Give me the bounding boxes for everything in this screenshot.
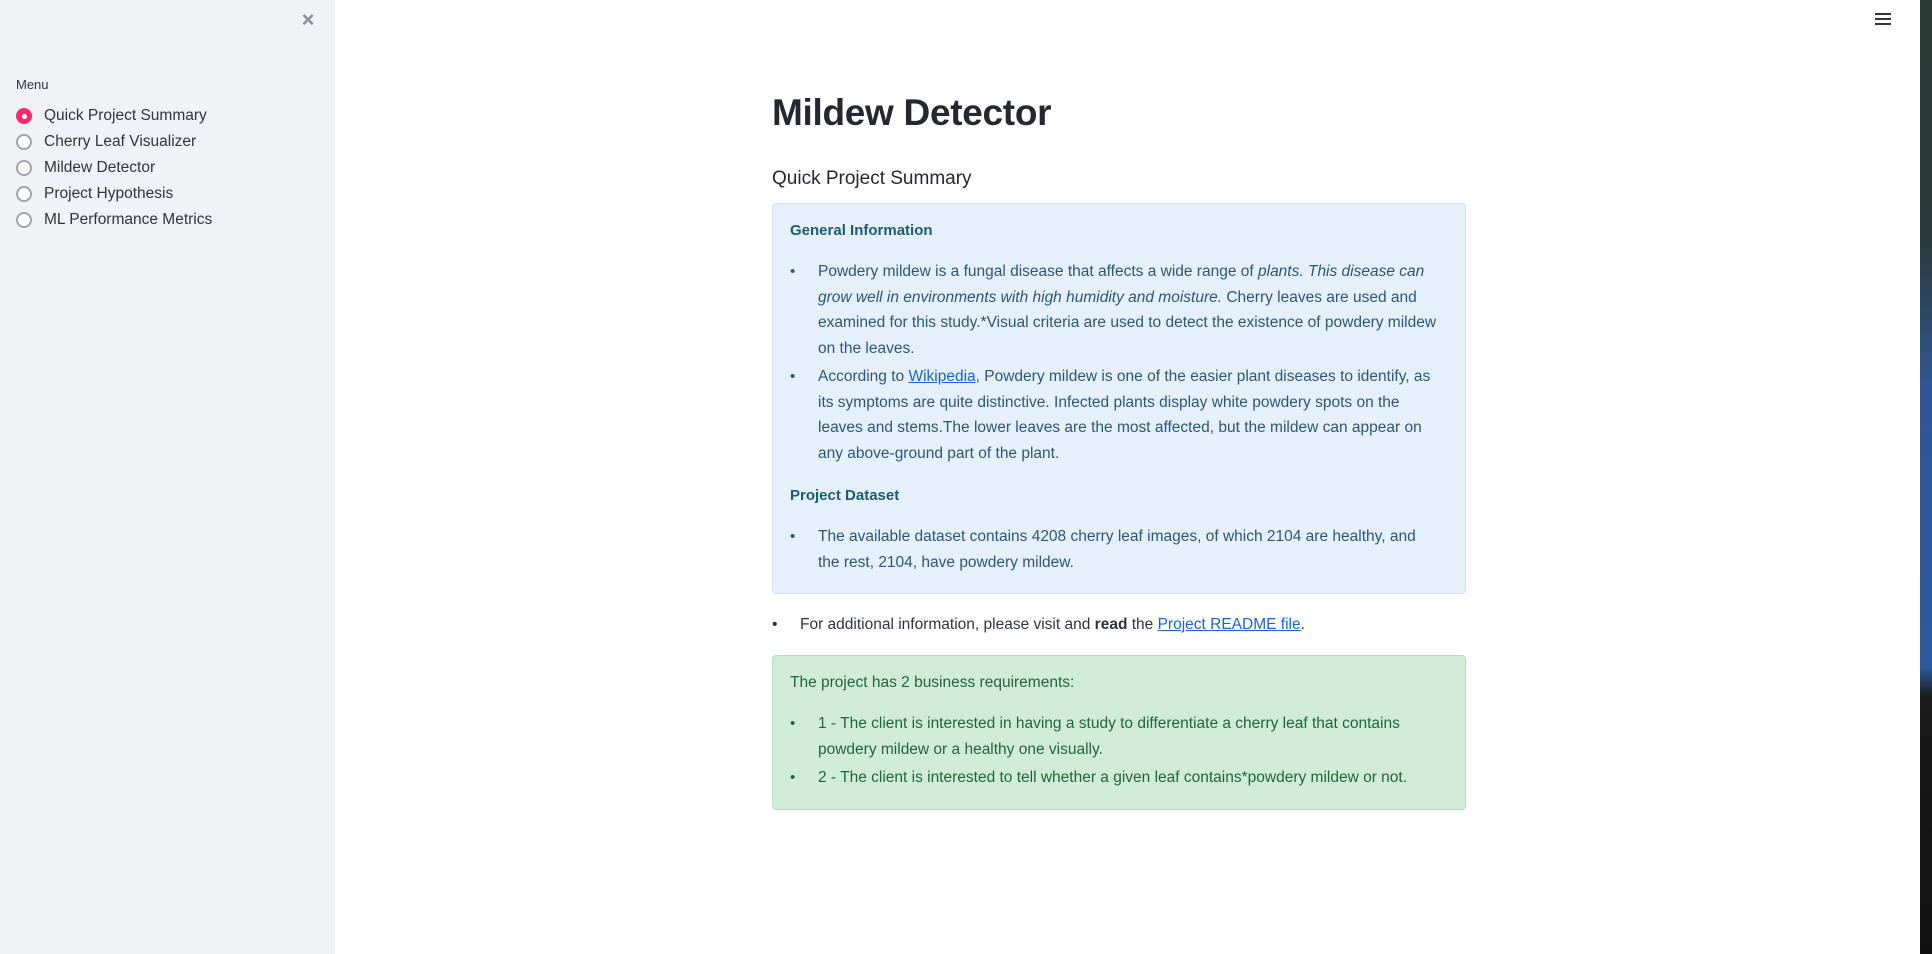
wikipedia-link[interactable]: Wikipedia (908, 368, 976, 385)
menu-item-label: Cherry Leaf Visualizer (44, 133, 197, 150)
italic-text: plants. This disease can grow well in environments with high humidity and moisture. (818, 263, 1425, 306)
text: . (1300, 616, 1305, 633)
info-box (772, 203, 1466, 594)
background-window-strip (1920, 0, 1932, 954)
menu-label: Menu (16, 77, 49, 92)
section-title: Quick Project Summary (772, 168, 972, 189)
list-item: • The available dataset contains 4208 cherry leaf images, of which 2104 are healthy, and the rest, 2104, have powdery mildew. (790, 524, 1440, 575)
general-information-list (790, 259, 1440, 469)
text: For additional information, please visit and (800, 616, 1095, 633)
radio-unchecked-icon[interactable] (16, 186, 32, 202)
bold-text: read (1094, 616, 1128, 633)
hamburger-line (1875, 13, 1891, 15)
menu-item-mildew-detector[interactable] (16, 155, 212, 181)
sidebar (0, 0, 335, 954)
hamburger-menu-icon[interactable] (1875, 13, 1891, 29)
list-item: • 2 - The client is interested to tell whether a given leaf contains*powdery mildew or not. (790, 765, 1440, 791)
text: According to (818, 368, 909, 385)
text: the (1127, 616, 1158, 633)
menu-item-label: Project Hypothesis (44, 185, 174, 202)
menu-item-label: ML Performance Metrics (44, 211, 213, 228)
menu-radio-group (16, 103, 212, 233)
list-item (790, 259, 1440, 361)
list-item: • 1 - The client is interested in having a study to differentiate a cherry leaf that contains powdery mildew or a healthy one visually. (790, 711, 1440, 762)
project-dataset-list (790, 524, 1440, 578)
general-information-heading: General Information (790, 222, 933, 239)
radio-unchecked-icon[interactable] (16, 160, 32, 176)
menu-item-quick-project-summary[interactable] (16, 103, 212, 129)
close-sidebar-icon[interactable]: × (301, 7, 315, 32)
radio-checked-icon[interactable] (16, 108, 32, 124)
menu-item-label: Quick Project Summary (44, 107, 207, 124)
radio-unchecked-icon[interactable] (16, 134, 32, 150)
page-title: Mildew Detector (772, 92, 1052, 133)
hamburger-line (1875, 23, 1891, 25)
hamburger-line (1875, 18, 1891, 20)
project-dataset-heading: Project Dataset (790, 487, 900, 504)
menu-item-project-hypothesis[interactable] (16, 181, 212, 207)
text: , Powdery mildew is one of the easier plant diseases to identify, as its symptoms are quite distinctive. Infected plants display white powdery spots on the leaves and stems.The lower leaves are the most affected, but the mildew can appear on any above-ground part of the plant. (818, 368, 1431, 462)
list-item (790, 364, 1440, 466)
text: Powdery mildew is a fungal disease that affects a wide range of (818, 263, 1258, 280)
readme-line (772, 612, 1305, 637)
readme-link[interactable]: Project README file (1157, 616, 1301, 633)
text: Cherry leaves are used and examined for this study.*Visual criteria are used to detect the existence of powdery mildew on the leaves. (818, 288, 1437, 357)
menu-item-ml-performance-metrics[interactable] (16, 207, 212, 233)
menu-item-cherry-leaf-visualizer[interactable] (16, 129, 212, 155)
menu-item-label: Mildew Detector (44, 159, 156, 176)
success-box (772, 655, 1466, 810)
business-requirements-intro: The project has 2 business requirements: (790, 674, 1075, 691)
radio-unchecked-icon[interactable] (16, 212, 32, 228)
business-requirements-list (790, 711, 1440, 794)
